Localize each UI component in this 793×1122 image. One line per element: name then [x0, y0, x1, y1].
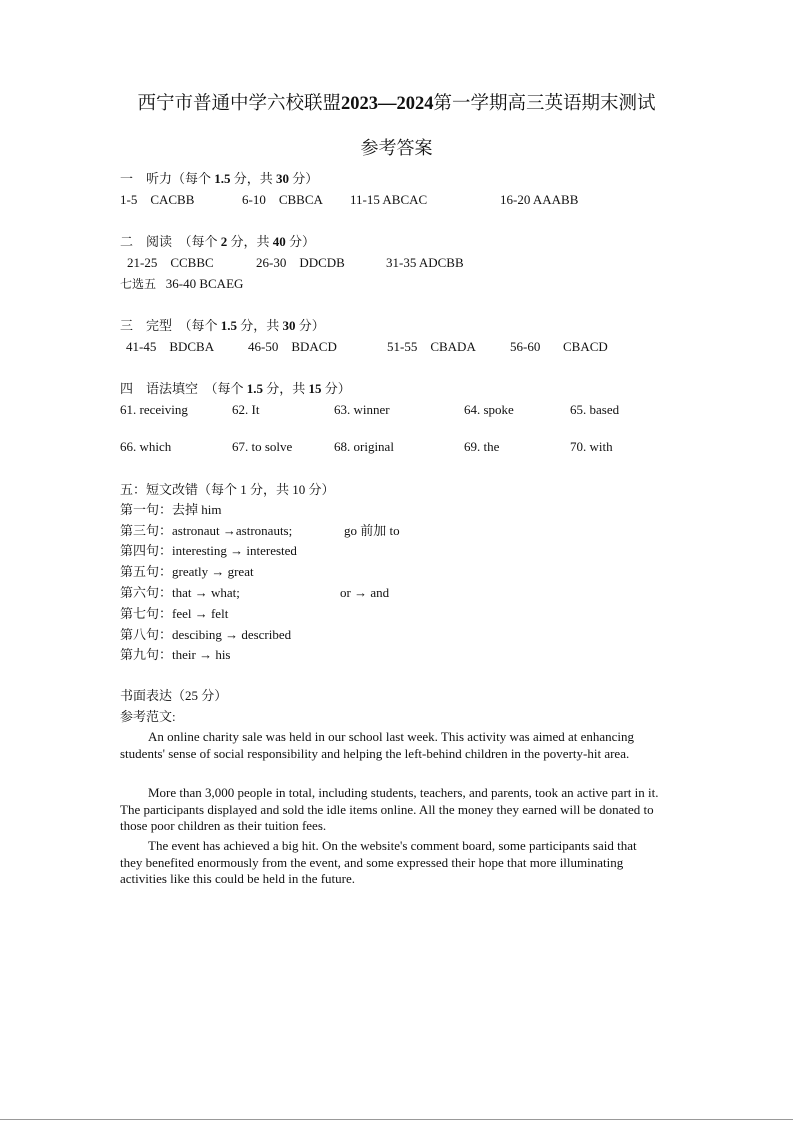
title-years: 2023—2024	[341, 94, 434, 114]
answer: 11-15 ABCAC	[350, 192, 428, 207]
document-subtitle: 参考答案	[360, 138, 433, 158]
correction-line: go 前加 to	[344, 523, 400, 538]
answer: 63. winner	[334, 402, 390, 417]
title-pre: 西宁市普通中学六校联盟	[137, 94, 341, 114]
essay-paragraph: More than 3,000 people in total, including students, teachers, and parents, took an active part in it. The participants displayed and sold the idle items online. All the money they earned will be donated to those poor children as their tuition fees.	[120, 785, 659, 833]
correction-line: 第一句：去掉 him	[120, 502, 222, 517]
answer: 68. original	[334, 439, 394, 454]
answer: CBACD	[563, 339, 608, 354]
correction-line: 第九句：their → his	[120, 647, 231, 662]
section-1-heading: 一 听力（每个 1.5 分，共 30 分）	[120, 171, 319, 186]
correction-line: or → and	[340, 585, 390, 600]
section-5-heading: 五：短文改错（每个 1 分，共 10 分）	[120, 482, 335, 497]
section-3-heading: 三 完型 （每个 1.5 分，共 30 分）	[120, 318, 325, 333]
answer: 6-10 CBBCA	[242, 192, 323, 207]
correction-line: 第四句：interesting → interested	[120, 543, 297, 558]
answer: 31-35 ADCBB	[386, 255, 464, 270]
correction-line: 第六句：that → what;	[120, 585, 240, 600]
correction-line: 第七句：feel → felt	[120, 606, 229, 621]
answer-seven-choose-five: 七选五 36-40 BCAEG	[120, 276, 244, 291]
correction-line: 第五句：greatly → great	[120, 564, 254, 579]
answer: 1-5 CACBB	[120, 192, 195, 207]
answer: 62. It	[232, 402, 260, 417]
correction-line: 第八句：descibing → described	[120, 627, 292, 642]
page-border	[0, 1119, 793, 1120]
title-post: 第一学期高三英语期末测试	[433, 94, 656, 114]
answer: 65. based	[570, 402, 620, 417]
answer: 56-60	[510, 339, 541, 354]
answer: 16-20 AAABB	[500, 192, 579, 207]
sample-essay-label: 参考范文:	[120, 709, 176, 724]
section-6-heading: 书面表达（25 分）	[120, 688, 228, 703]
answer: 67. to solve	[232, 439, 293, 454]
correction-line: 第三句：astronaut →astronauts;	[120, 523, 293, 538]
section-4-heading: 四 语法填空 （每个 1.5 分，共 15 分）	[120, 381, 351, 396]
answer: 46-50 BDACD	[248, 339, 337, 354]
answer: 41-45 BDCBA	[126, 339, 215, 354]
answer: 66. which	[120, 439, 172, 454]
essay-paragraph: An online charity sale was held in our school last week. This activity was aimed at enhancing students' sense of social responsibility and helping the left-behind children in the poverty-hit area.	[120, 729, 635, 761]
section-2-heading: 二 阅读 （每个 2 分，共 40 分）	[120, 234, 316, 249]
answer: 69. the	[464, 439, 500, 454]
answer: 70. with	[570, 439, 613, 454]
answer: 61. receiving	[120, 402, 188, 417]
document-title	[0, 96, 793, 112]
essay-paragraph: The event has achieved a big hit. On the website's comment board, some participants said that they benefited enormously from the event, and some expressed their hope that more illuminating activities like this could be held in the future.	[120, 838, 637, 886]
answer: 21-25 CCBBC	[127, 255, 214, 270]
answer: 51-55 CBADA	[387, 339, 476, 354]
answer: 64. spoke	[464, 402, 514, 417]
answer: 26-30 DDCDB	[256, 255, 345, 270]
